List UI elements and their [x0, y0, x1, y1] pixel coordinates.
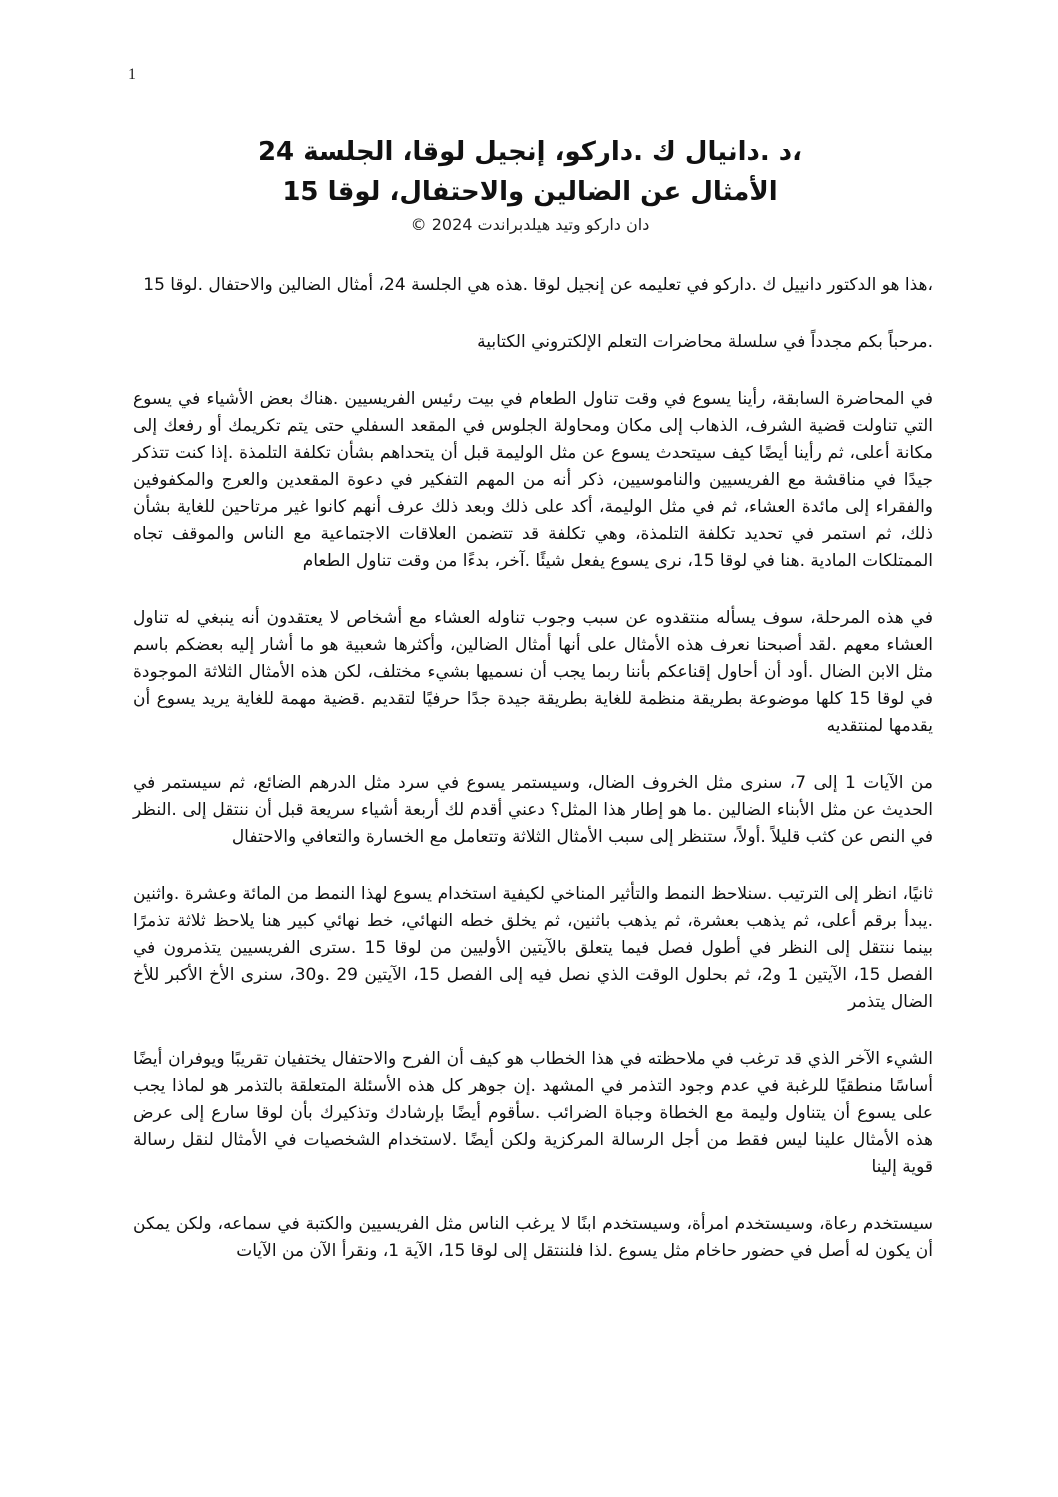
- title-line-2: الأمثال عن الضالين والاحتفال، لوقا 15: [282, 177, 778, 207]
- paragraph-welcome: .مرحباً بكم مجدداً في سلسلة محاضرات التعلم الإلكتروني الكتابية: [477, 332, 933, 352]
- document-header: [120, 132, 940, 238]
- title-line-1: ،د .دانيال ك .داركو، إنجيل لوقا، الجلسة 24: [257, 137, 803, 167]
- paragraph-characters: سيستخدم رعاة، وسيستخدم امرأة، وسيستخدم ابنًا لا يرغب الناس مثل الفريسيين والكتبة في سماعه، ولكن يمكن أن يكون له أصل في حضور حاخام مثل يسوع .لذا فلننتقل إلى لوقا 15، الآية 1، ونقرأ الآن من الآيات: [133, 1214, 933, 1261]
- document-body: [133, 272, 933, 1295]
- copyright-line: دان داركو وتيد هيلدبراندت 2024 ©: [410, 215, 650, 234]
- paragraph-intro: ،هذا هو الدكتور دانييل ك .داركو في تعليمه عن إنجيل لوقا .هذه هي الجلسة 24، أمثال الضالين والاحتفال .لوقا 15: [143, 275, 933, 295]
- paragraph-pattern: ثانيًا، انظر إلى الترتيب .سنلاحظ النمط والتأثير المناخي لكيفية استخدام يسوع لهذا النمط من المائة وعشرة .واثنين .يبدأ برقم أعلى، ثم يذهب بعشرة، ثم يذهب باثنين، ثم يخلق خطه النهائي، خط نهائي كبير هنا يلاحظ ثلاثة تذمرًا بينما ننتقل إلى النظر في أطول فصل فيما يتعلق بالآيتين الأوليين من لوقا 15 .سترى الفريسيين يتذمرون في الفصل 15، الآيتين 1 و2، ثم بحلول الوقت الذي نصل فيه إلى الفصل 15، الآيتين 29 .و30، سنرى الأخ الأكبر للأخ الضال يتذمر: [133, 884, 933, 1012]
- paragraph-framework: من الآيات 1 إلى 7، سنرى مثل الخروف الضال، وسيستمر يسوع في سرد مثل الدرهم الضائع، ثم سيستمر في الحديث عن مثل الأبناء الضالين .ما هو إطار هذا المثل؟ دعني أقدم لك أربعة أشياء سريعة قبل أن ننتقل إلى .النظر في النص عن كثب قليلاً .أولاً، ستنظر إلى سبب الأمثال الثلاثة وتتعامل مع الخسارة والتعافي والاحتفال: [133, 773, 933, 847]
- paragraph-previous-lecture: في المحاضرة السابقة، رأينا يسوع في وقت تناول الطعام في بيت رئيس الفريسيين .هناك بعض الأشياء في يسوع التي تناولت قضية الشرف، الذهاب إلى مكان ومحاولة الجلوس في المقعد السفلي حتى يتم تكريمك أو رفعك إلى مكانة أعلى، ثم رأينا أيضًا كيف سيتحدث يسوع عن مثل الوليمة قبل أن يتحداهم بشأن تكلفة التلمذة .إذا كنت تتذكر جيدًا في مناقشة مع الفريسيين والناموسيين، ذكر أنه من المهم التفكير في دعوة المقعدين والعرج والمكفوفين والفقراء إلى مائدة العشاء، ثم في مثل الوليمة، أكد على ذلك وبعد ذلك عرف أنهم كانوا غير مرتاحين للغاية بشأن ذلك، ثم استمر في تحديد تكلفة التلمذة، وهي تكلفة قد تتضمن العلاقات الاجتماعية مع الناس والموقف تجاه الممتلكات المادية .هنا في لوقا 15، نرى يسوع يفعل شيئًا .آخر، بدءًا من وقت تناول الطعام: [133, 389, 933, 571]
- page-number: 1: [128, 66, 136, 83]
- paragraph-joy: الشيء الآخر الذي قد ترغب في ملاحظته في هذا الخطاب هو كيف أن الفرح والاحتفال يختفيان تقريبًا ويوفران أيضًا أساسًا منطقيًا للرغبة في عدم وجود التذمر في المشهد .إن جوهر كل هذه الأسئلة المتعلقة بالتذمر هو لماذا يجب على يسوع أن يتناول وليمة مع الخطاة وجباة الضرائب .سأقوم أيضًا بإرشادك وتذكيرك بأن لوقا سارع إلى عرض هذه الأمثال علينا ليس فقط من أجل الرسالة المركزية ولكن أيضًا .لاستخدام الشخصيات في الأمثال لنقل رسالة قوية إلينا: [133, 1049, 933, 1177]
- paragraph-critics: في هذه المرحلة، سوف يسأله منتقدوه عن سبب وجوب تناوله العشاء مع أشخاص لا يعتقدون أنه ينبغي له تناول العشاء معهم .لقد أصبحنا نعرف هذه الأمثال على أنها أمثال الضالين، وأكثرها شعبية هو ما أشار إليه بعضكم باسم مثل الابن الضال .أود أن أحاول إقناعكم بأننا ربما يجب أن نسميها بشيء مختلف، لكن هذه الأمثال الثلاثة الموجودة في لوقا 15 كلها موضوعة بطريقة منظمة للغاية بطريقة جيدة جدًا حرفيًا لتقديم .قضية مهمة للغاية يريد يسوع أن يقدمها لمنتقديه: [133, 608, 934, 736]
